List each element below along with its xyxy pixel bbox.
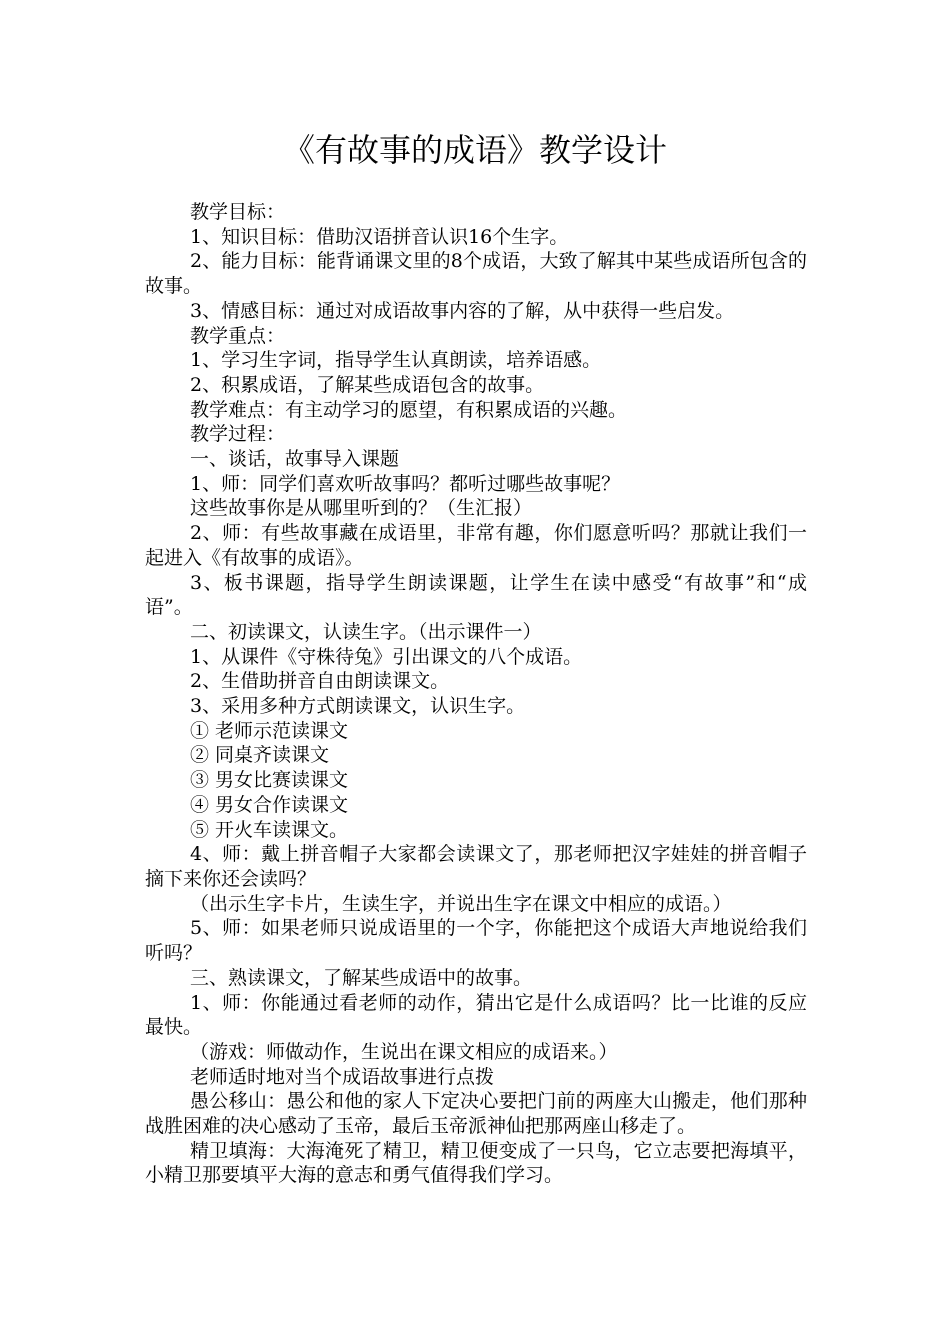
section-heading-key-points: 教学重点： <box>190 324 286 347</box>
reading-method-3: ③ 男女比赛读课文 <box>190 769 349 792</box>
idiom-story-jingwei: 精卫填海：大海淹死了精卫，精卫便变成了一只鸟，它立志要把海填平，小精卫那要填平大海的意志和勇气值得我们学习。 <box>145 1139 807 1187</box>
reading-method-4: ④ 男女合作读课文 <box>190 793 349 816</box>
step-3-heading: 三、熟读课文，了解某些成语中的故事。 <box>190 966 533 989</box>
step-3-teacher-note: 老师适时地对当个成语故事进行点拨 <box>190 1065 495 1088</box>
step-1-item-2: 2、师：有些故事藏在成语里，非常有趣，你们愿意听吗？那就让我们一起进入《有故事的成语》。 <box>145 522 807 569</box>
step-2-item-4: 4、师：戴上拼音帽子大家都会读课文了，那老师把汉字娃娃的拼音帽子摘下来你还会读吗？ <box>145 843 807 890</box>
step-2-item-5: 5、师：如果老师只说成语里的一个字，你能把这个成语大声地说给我们听吗？ <box>145 917 807 965</box>
step-1-item-3: 3、板书课题，指导学生朗读课题，让学生在读中感受“有故事”和“成语”。 <box>145 571 807 619</box>
reading-method-5: ⑤ 开火车读课文。 <box>190 818 349 841</box>
key-point-2: 2、积累成语，了解某些成语包含的故事。 <box>190 373 545 396</box>
step-1-heading: 一、谈话，故事导入课题 <box>190 448 400 471</box>
section-heading-process: 教学过程： <box>190 423 286 446</box>
goal-ability: 2、能力目标：能背诵课文里的8个成语，大致了解其中某些成语所包含的故事。 <box>145 250 807 298</box>
document-title: 《有故事的成语》教学设计 <box>282 131 667 169</box>
goal-emotion: 3、情感目标：通过对成语故事内容的了解，从中获得一些启发。 <box>190 299 735 322</box>
key-point-1: 1、学习生字词，指导学生认真朗读，培养语感。 <box>190 349 602 372</box>
reading-method-1: ① 老师示范读课文 <box>190 719 349 742</box>
difficulty: 教学难点：有主动学习的愿望，有积累成语的兴趣。 <box>190 398 628 421</box>
section-heading-goals: 教学目标： <box>190 201 286 223</box>
step-1-item-1: 1、师：同学们喜欢听故事吗？都听过哪些故事呢？ <box>190 472 621 495</box>
document-body <box>145 200 807 1188</box>
step-2-heading: 二、初读课文，认读生字。（出示课件一） <box>190 620 542 643</box>
step-2-item-4-note: （出示生字卡片，生读生字，并说出生字在课文中相应的成语。） <box>190 892 732 915</box>
reading-method-2: ② 同桌齐读课文 <box>190 744 330 767</box>
idiom-story-yugong: 愚公移山：愚公和他的家人下定决心要把门前的两座大山搬走，他们那种战胜困难的决心感动了玉帝，最后玉帝派神仙把那两座山移走了。 <box>145 1090 807 1138</box>
step-3-item-1: 1、师：你能通过看老师的动作，猜出它是什么成语吗？比一比谁的反应最快。 <box>145 991 807 1039</box>
step-1-item-1b: 这些故事你是从哪里听到的？（生汇报） <box>190 497 533 520</box>
step-2-item-3: 3、采用多种方式朗读课文，认识生字。 <box>190 695 526 718</box>
step-3-game-note: （游戏：师做动作，生说出在课文相应的成语来。） <box>190 1040 618 1063</box>
step-2-item-1: 1、从课件《守株待兔》引出课文的八个成语。 <box>190 645 583 668</box>
step-2-item-2: 2、生借助拼音自由朗读课文。 <box>190 670 450 693</box>
goal-knowledge: 1、知识目标：借助汉语拼音认识16个生字。 <box>190 225 569 248</box>
